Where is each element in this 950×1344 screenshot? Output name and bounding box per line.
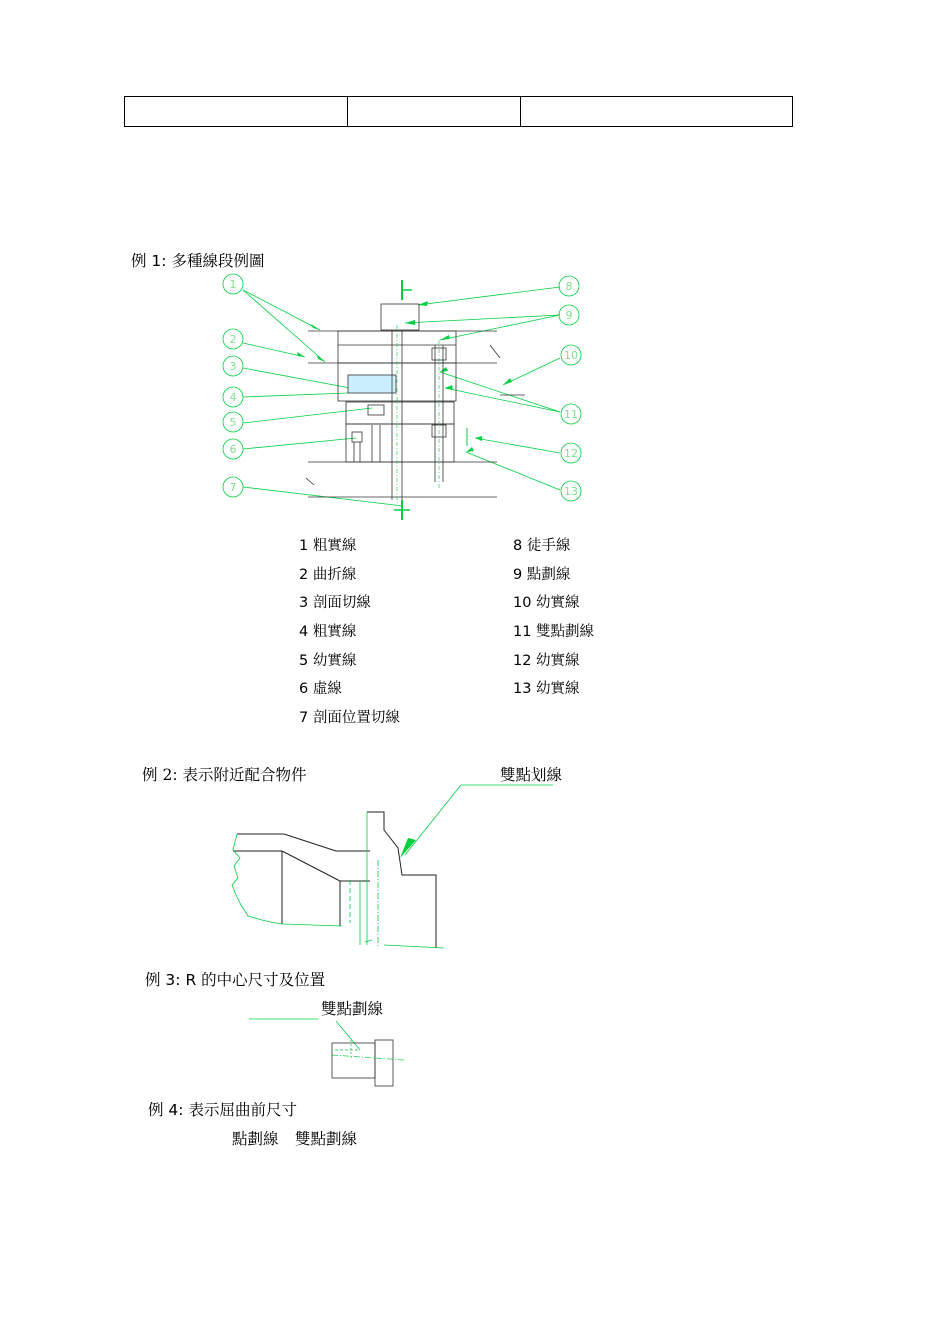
callout-number: 6: [229, 443, 237, 456]
example4-label-double-dashdot: 雙點劃線: [295, 1130, 358, 1148]
header-cell: [348, 97, 521, 127]
example3-caption: 例 3: R 的中心尺寸及位置: [145, 971, 326, 989]
legend-item: 4 粗實線: [299, 624, 357, 640]
leader-arrowhead: [400, 838, 416, 858]
callout-number: 9: [565, 309, 573, 322]
callout-number: 11: [564, 408, 578, 421]
example3-label: 雙點劃線: [321, 1000, 384, 1018]
callout-number: 2: [229, 333, 237, 346]
example2-label: 雙點划線: [500, 766, 563, 784]
legend-item: 11 雙點劃線: [513, 624, 595, 640]
legend-item: 6 虛線: [299, 681, 342, 697]
legend-item: 13 幼實線: [513, 681, 580, 697]
callout-number: 1: [229, 278, 237, 291]
callout-number: 8: [565, 280, 573, 293]
example1-caption: 例 1: 多種線段例圖: [131, 252, 265, 270]
header-cell: [125, 97, 348, 127]
legend-item: 10 幼實線: [513, 595, 580, 611]
example2-caption-number: 2: [162, 766, 173, 784]
example4-caption: 例 4: 表示屈曲前尺寸: [148, 1101, 297, 1119]
legend-item: 5 幼實線: [299, 653, 357, 669]
legend-item: 9 點劃線: [513, 567, 571, 583]
header-cell: [521, 97, 793, 127]
callout-number: 4: [229, 391, 237, 404]
callout-number: 12: [564, 447, 578, 460]
example2-caption: [142, 765, 306, 785]
example2-caption-prefix: 例: [142, 766, 163, 784]
legend-item: 12 幼實線: [513, 653, 580, 669]
callout-number: 3: [229, 360, 237, 373]
callout-number: 10: [564, 349, 578, 362]
legend-item: 1 粗實線: [299, 538, 357, 554]
legend-item: 2 曲折線: [299, 567, 357, 583]
example2-caption-rest: : 表示附近配合物件: [172, 766, 307, 784]
legend-item: 3 剖面切線: [299, 595, 371, 611]
legend-item: 7 剖面位置切線: [299, 710, 400, 726]
callout-number: 13: [564, 485, 578, 498]
callout-number: 5: [229, 416, 237, 429]
callout-number: 7: [229, 481, 237, 494]
example4-label-dashdot: 點劃線: [232, 1130, 279, 1148]
header-table: [124, 96, 793, 127]
legend-item: 8 徒手線: [513, 538, 571, 554]
